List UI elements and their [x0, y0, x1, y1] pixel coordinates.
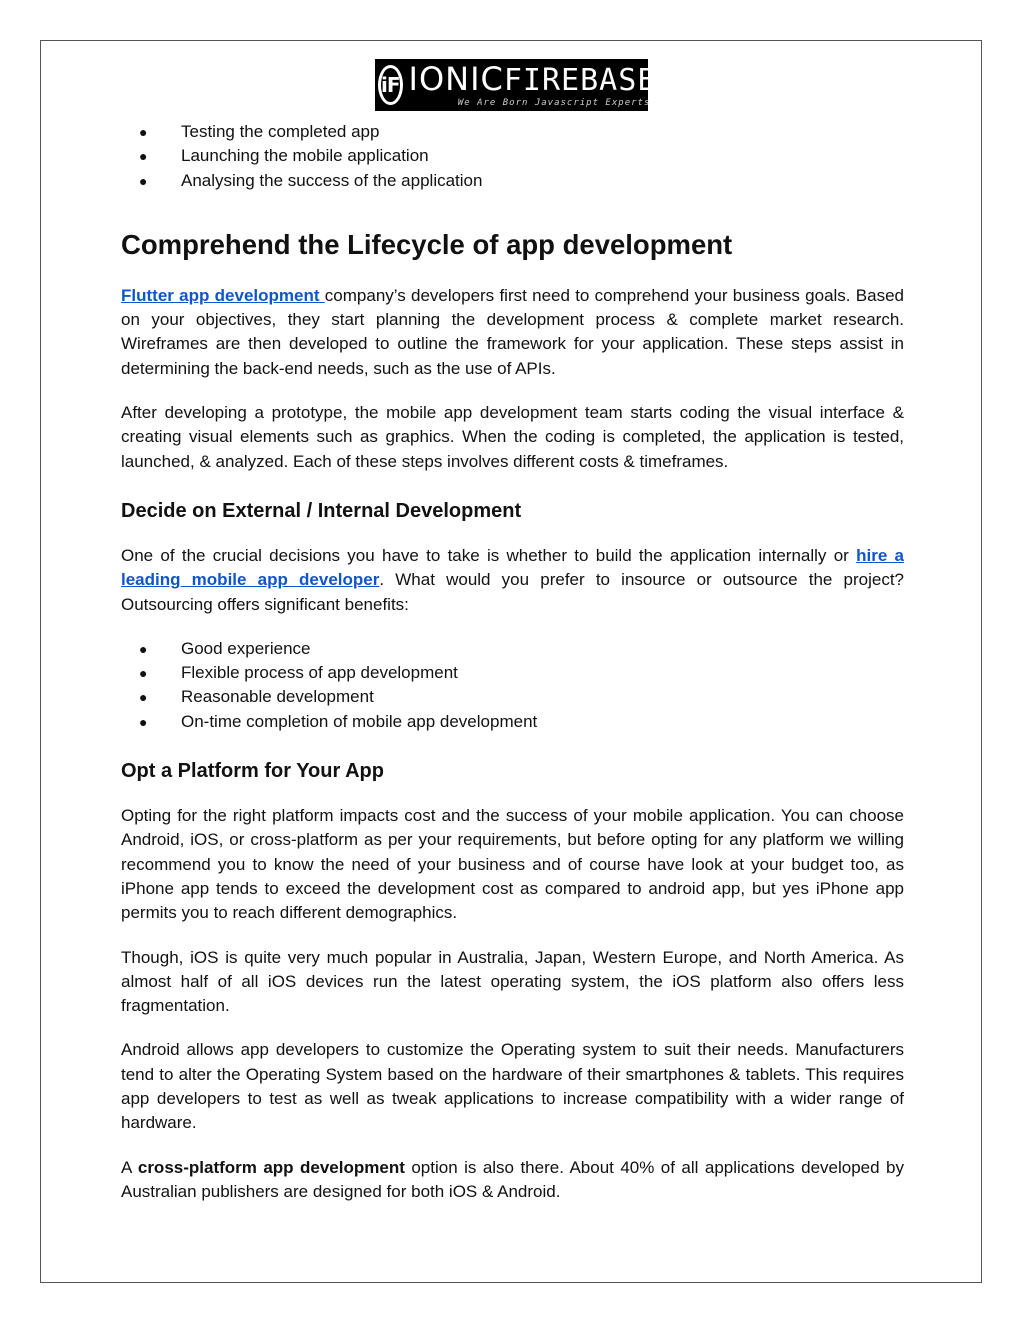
- paragraph-platform-1: Opting for the right platform impacts cost and the success of your mobile application. You can choose Android, iOS, or cross-platform as per your requirements, but before opting for any platform we willing recommend you to know the need of your business and of course have look at your budget too, as iPhone app tends to exceed the development cost as compared to android app, but yes iPhone app permits you to reach different demographics.: [121, 806, 904, 923]
- paragraph-platform-4: [121, 1156, 904, 1205]
- paragraph-text: A: [121, 1157, 138, 1177]
- section-heading-platform: Opt a Platform for Your App: [121, 760, 384, 783]
- logo-badge-icon: iF: [378, 65, 403, 105]
- paragraph-text: option is also there. About 40% of all applications developed by Australian publishers are designed for both iOS & Android.: [121, 1157, 904, 1201]
- document-body: [121, 120, 904, 1204]
- top-bullet-list: [121, 120, 904, 193]
- list-item: ● Launching the mobile application: [121, 144, 904, 168]
- paragraph-text: One of the crucial decisions you have to take is whether to build the application internally or: [121, 545, 857, 565]
- logo-wordmark: [409, 62, 657, 98]
- paragraph-lifecycle-1: [121, 284, 904, 381]
- list-item: ● Reasonable development: [121, 685, 904, 709]
- logo-text: [409, 62, 657, 108]
- logo-word-ionic: IONIC: [408, 60, 504, 98]
- section-heading-lifecycle: Comprehend the Lifecycle of app development: [121, 228, 733, 260]
- list-item: ● Good experience: [121, 637, 904, 661]
- hire-developer-link[interactable]: hire a leading mobile app developer: [121, 545, 904, 590]
- paragraph-lifecycle-2: After developing a prototype, the mobile app development team starts coding the visual interface & creating visual elements such as graphics. When the coding is completed, the application is tested, launched, & analyzed. Each of these steps involves different costs & timeframes.: [121, 403, 904, 471]
- section-heading-external-internal: Decide on External / Internal Development: [121, 499, 522, 522]
- logo-tagline: We Are Born Javascript Experts: [457, 98, 651, 108]
- paragraph-text: . What would you prefer to insource or outsource the project? Outsourcing offers significant benefits:: [121, 570, 905, 614]
- company-logo: [375, 59, 657, 111]
- list-item: ● Flexible process of app development: [121, 661, 904, 685]
- list-item: ● Testing the completed app: [121, 120, 904, 144]
- flutter-app-development-link[interactable]: Flutter app development: [121, 285, 325, 305]
- list-item: ● Analysing the success of the application: [121, 169, 904, 193]
- paragraph-platform-2: Though, iOS is quite very much popular in Australia, Japan, Western Europe, and North America. As almost half of all iOS devices run the latest operating system, the iOS platform also offers less fragmentation.: [121, 947, 904, 1016]
- list-item: ● On-time completion of mobile app development: [121, 710, 904, 734]
- paragraph-external-internal: [121, 544, 904, 617]
- paragraph-platform-3: Android allows app developers to customize the Operating system to suit their needs. Manufacturers tend to alter the Operating System based on the hardware of their smartphones & tablets. This requires app developers to test as well as tweak applications to increase compatibility with a wider range of hardware.: [121, 1040, 904, 1133]
- cross-platform-bold-text: cross-platform app development: [137, 1157, 405, 1177]
- benefits-bullet-list: [121, 637, 904, 734]
- logo-word-firebase: FIREBASE: [503, 63, 657, 98]
- paragraph-text: company’s developers first need to comprehend your business goals. Based on your objectives, they start planning the development process & complete market research. Wireframes are then developed to outline the framework for your application. These steps assist in determining the back-end needs, such as the use of APIs.: [121, 285, 904, 378]
